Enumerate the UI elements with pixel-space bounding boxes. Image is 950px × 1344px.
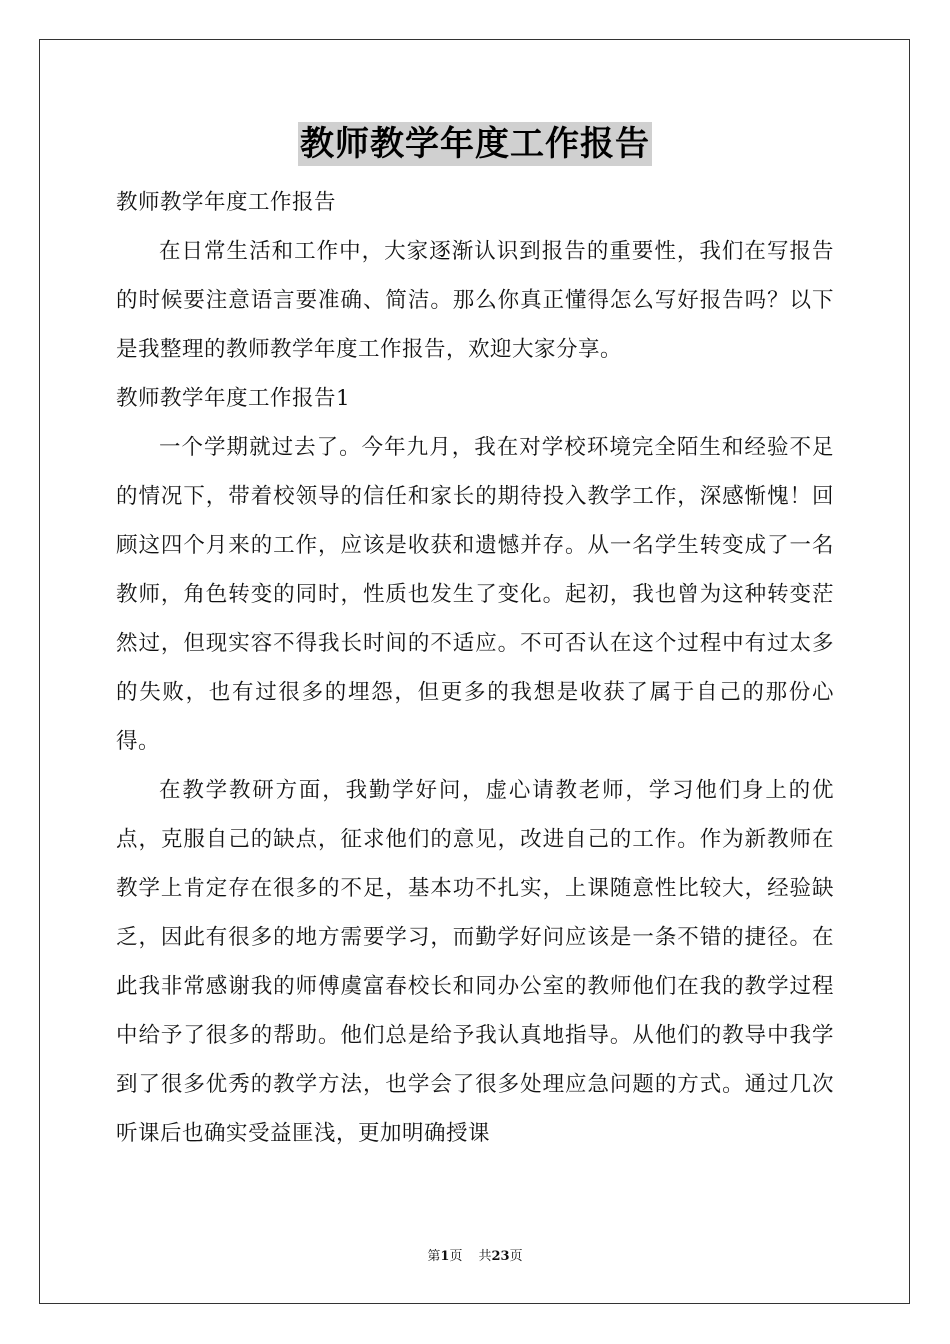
- paragraph-body-1: 一个学期就过去了。今年九月，我在对学校环境完全陌生和经验不足的情况下，带着校领导的信任和家长的期待投入教学工作，深感惭愧！回顾这四个月来的工作，应该是收获和遗憾并存。从一名学生转变成了一名教师，角色转变的同时，性质也发生了变化。起初，我也曾为这种转变茫然过，但现实容不得我长时间的不适应。不可否认在这个过程中有过太多的失败，也有过很多的埋怨，但更多的我想是收获了属于自己的那份心得。: [116, 435, 834, 754]
- paragraph-subtitle: 教师教学年度工作报告: [116, 190, 337, 215]
- footer-page-prefix: 第: [427, 1249, 441, 1264]
- title-container: [0, 122, 950, 166]
- footer-total-suffix: 页: [509, 1249, 523, 1264]
- footer-page-current: 1: [440, 1249, 450, 1264]
- page-footer: [0, 1248, 950, 1266]
- section-heading-1: 教师教学年度工作报告1: [116, 386, 351, 411]
- document-title: 教师教学年度工作报告: [300, 124, 650, 164]
- paragraph-body-2: 在教学教研方面，我勤学好问，虚心请教老师，学习他们身上的优点，克服自己的缺点，征求他们的意见，改进自己的工作。作为新教师在教学上肯定存在很多的不足，基本功不扎实，上课随意性比较大，经验缺乏，因此有很多的地方需要学习，而勤学好问应该是一条不错的捷径。在此我非常感谢我的师傅虞富春校长和同办公室的教师他们在我的教学过程中给予了很多的帮助。他们总是给予我认真地指导。从他们的教导中我学到了很多优秀的教学方法，也学会了很多处理应急问题的方式。通过几次听课后也确实受益匪浅，更加明确授课: [116, 778, 834, 1146]
- document-body: [116, 178, 834, 1158]
- footer-page-total: 23: [491, 1249, 510, 1264]
- footer-page-suffix: 页: [449, 1249, 463, 1264]
- footer-total-prefix: 共: [478, 1249, 492, 1264]
- paragraph-intro: 在日常生活和工作中，大家逐渐认识到报告的重要性，我们在写报告的时候要注意语言要准确、简洁。那么你真正懂得怎么写好报告吗？以下是我整理的教师教学年度工作报告，欢迎大家分享。: [116, 239, 834, 362]
